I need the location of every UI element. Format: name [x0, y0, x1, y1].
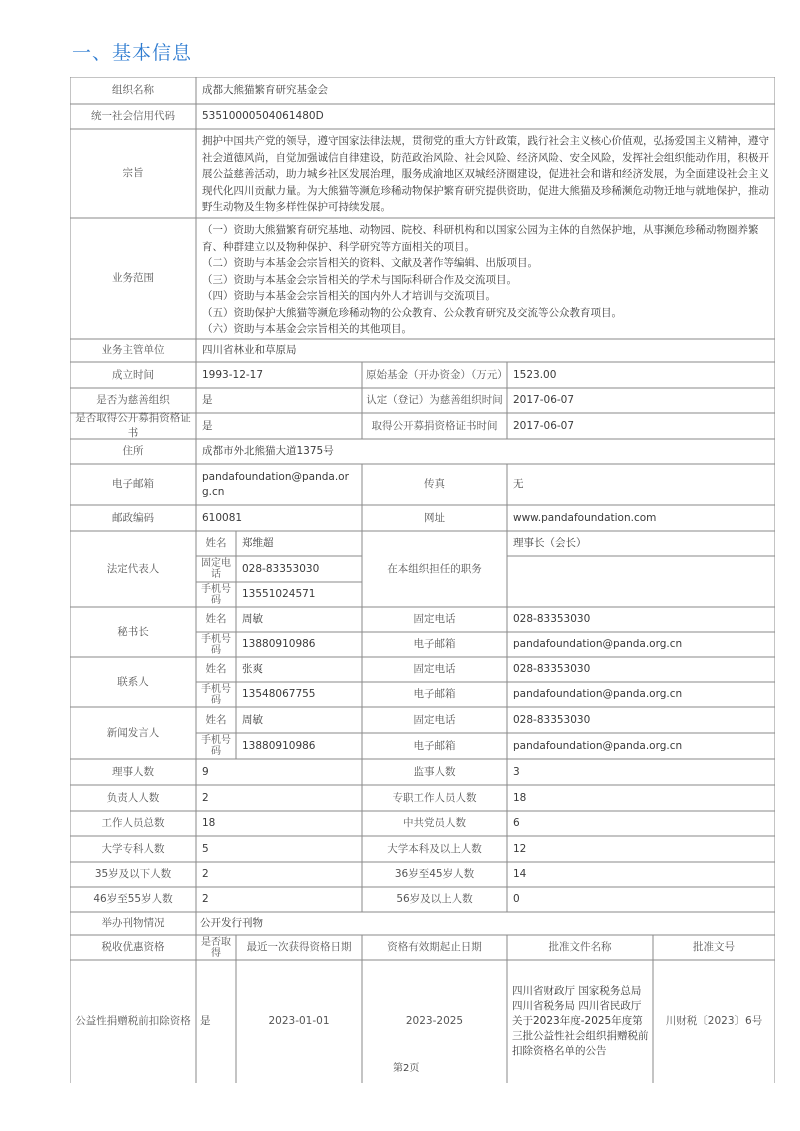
spokesperson-phone: 028-83353030 — [513, 713, 591, 726]
count-label: 负责人人数 — [106, 791, 160, 804]
secretary-mobile-label: 手机号码 — [201, 633, 231, 656]
tax-header-date: 最近一次获得资格日期 — [246, 941, 352, 953]
business-scope-label: 业务范围 — [112, 272, 154, 284]
email-label: 电子邮箱 — [112, 478, 154, 490]
website-value: www.pandafoundation.com — [513, 511, 657, 524]
charity-value: 是 — [202, 394, 213, 406]
legal-rep-name: 郑维超 — [242, 537, 274, 549]
business-scope-item: （六）资助与本基金会宗旨相关的其他项目。 — [202, 323, 412, 335]
contact-mobile-label: 手机号码 — [201, 683, 231, 706]
org-name-label: 组织名称 — [112, 84, 154, 96]
legal-rep-phone: 028-83353030 — [242, 562, 320, 575]
count-value: 12 — [513, 842, 527, 855]
postcode-value: 610081 — [202, 511, 243, 524]
contact-mobile: 13548067755 — [242, 688, 316, 700]
count-value: 18 — [202, 817, 216, 829]
supervisor-value: 四川省林业和草原局 — [202, 344, 297, 356]
count-label: 56岁及以上人数 — [396, 893, 473, 905]
secretary-mobile: 13880910986 — [242, 638, 316, 650]
secretary-phone-label: 固定电话 — [413, 613, 456, 625]
count-value: 14 — [513, 868, 527, 880]
publication-value: 公开发行刊物 — [200, 917, 263, 929]
secretary-email-label: 电子邮箱 — [413, 638, 456, 650]
tax-label: 税收优惠资格 — [101, 941, 165, 953]
founded-label: 成立时间 — [112, 368, 154, 381]
tax-header-doc-name: 批准文件名称 — [548, 941, 612, 953]
tax-doc-name: 四川省财政厅 国家税务总局四川省税务局 四川省民政厅关于2023年度-2025年度第三批公益性社会组织捐赠税前扣除资格名单的公告 — [512, 985, 649, 1057]
count-value: 6 — [513, 817, 520, 829]
legal-rep-mobile-label: 手机号码 — [201, 583, 231, 606]
charity-date-label: 认定（登记）为慈善组织时间 — [366, 394, 503, 406]
contact-name-label: 姓名 — [205, 663, 227, 675]
secretary-phone: 028-83353030 — [513, 613, 591, 625]
fundraising-value: 是 — [202, 419, 213, 432]
spokesperson-name-label: 姓名 — [205, 713, 227, 726]
count-value: 9 — [202, 765, 209, 778]
count-label: 专职工作人员人数 — [392, 791, 477, 804]
tax-header-doc-no: 批准文号 — [693, 941, 735, 953]
purpose-value: 拥护中国共产党的领导，遵守国家法律法规，贯彻党的重大方针政策，践行社会主义核心价值观，弘扬爱国主义精神，遵守社会道德风尚，自觉加强诚信自律建设，防范政治风险、社会风险、经济风险、安全风险，发挥社会组织能动作用，积极开展公益慈善活动，助力城乡社区发展治理，服务成渝地区双城经济圈建设，促进社会和谐和经济发展，为全面建设社会主义现代化四川贡献力量。为大熊猫等濒危珍稀动物保护繁育研究提供资助，促进大熊猫及珍稀濒危动物迁地与就地保护，推动野生动物及生物多样性保护可持续发展。 — [202, 135, 769, 213]
email-value: pandafoundation@panda.org.cn — [202, 470, 349, 498]
postcode-label: 邮政编码 — [112, 511, 154, 524]
secretary-name-label: 姓名 — [205, 613, 227, 625]
tax-obtained: 是 — [200, 1015, 211, 1027]
count-value: 2 — [202, 791, 209, 804]
website-label: 网址 — [424, 511, 445, 524]
credit-code-label: 统一社会信用代码 — [91, 110, 175, 122]
contact-email-label: 电子邮箱 — [413, 688, 456, 700]
count-value: 18 — [513, 791, 527, 804]
legal-rep-mobile: 13551024571 — [242, 588, 316, 600]
secretary-name: 周敏 — [242, 613, 263, 625]
tax-row-label: 公益性捐赠税前扣除资格 — [75, 1015, 191, 1027]
address-label: 住所 — [122, 445, 144, 457]
legal-rep-name-label: 姓名 — [205, 537, 227, 549]
count-label: 中共党员人数 — [403, 817, 466, 829]
count-label: 大学本科及以上人数 — [387, 842, 482, 855]
secretary-label: 秘书长 — [117, 625, 149, 638]
legal-rep-position: 理事长（会长） — [513, 537, 587, 549]
initial-fund-value: 1523.00 — [513, 368, 557, 381]
credit-code-value: 53510000504061480D — [202, 110, 324, 122]
spokesperson-email-label: 电子邮箱 — [413, 739, 456, 752]
initial-fund-label: 原始基金（开办资金）（万元） — [366, 368, 508, 381]
count-label: 监事人数 — [413, 765, 456, 778]
tax-header-period: 资格有效期起止日期 — [387, 941, 482, 953]
count-label: 理事人数 — [112, 765, 154, 778]
founded-value: 1993-12-17 — [202, 368, 264, 381]
charity-label: 是否为慈善组织 — [96, 394, 170, 406]
spokesperson-mobile-label: 手机号码 — [201, 735, 231, 757]
fax-label: 传真 — [424, 478, 445, 490]
secretary-email: pandafoundation@panda.org.cn — [513, 638, 683, 650]
business-scope-item: （三）资助与本基金会宗旨相关的学术与国际科研合作及交流项目。 — [202, 273, 517, 286]
supervisor-label: 业务主管单位 — [101, 344, 165, 356]
fundraising-label: 是否取得公开募捐资格证书 — [75, 412, 191, 439]
spokesperson-mobile: 13880910986 — [242, 739, 316, 752]
count-value: 5 — [202, 842, 209, 855]
contact-name: 张爽 — [242, 663, 263, 675]
spokesperson-name: 周敏 — [242, 713, 263, 726]
business-scope-item: （四）资助与本基金会宗旨相关的国内外人才培训与交流项目。 — [202, 290, 496, 302]
tax-period: 2023-2025 — [405, 1015, 464, 1027]
count-value: 2 — [202, 893, 209, 905]
count-label: 36岁至45岁人数 — [394, 868, 475, 880]
tax-date: 2023-01-01 — [268, 1015, 330, 1027]
business-scope-item: （二）资助与本基金会宗旨相关的资料、文献及著作等编辑、出版项目。 — [202, 257, 538, 269]
org-name-value: 成都大熊猫繁育研究基金会 — [202, 84, 328, 96]
contact-email: pandafoundation@panda.org.cn — [513, 688, 683, 700]
count-label: 35岁及以下人数 — [94, 868, 172, 880]
page-number: 第2页 — [393, 1063, 420, 1074]
publication-label: 举办刊物情况 — [101, 917, 165, 929]
business-scope-item: （五）资助保护大熊猫等濒危珍稀动物的公众教育、公众教育研究及交流等公众教育项目。 — [202, 306, 622, 319]
count-value: 3 — [513, 765, 520, 778]
count-label: 工作人员总数 — [101, 817, 165, 829]
count-value: 2 — [202, 868, 209, 880]
legal-rep-phone-label: 固定电话 — [201, 558, 231, 580]
count-label: 46岁至55岁人数 — [93, 893, 173, 905]
contact-label: 联系人 — [117, 675, 149, 688]
section-title: 一、基本信息 — [72, 42, 193, 64]
count-value: 0 — [513, 893, 520, 905]
contact-phone-label: 固定电话 — [413, 663, 456, 675]
business-scope-list — [198, 220, 774, 338]
count-label: 大学专科人数 — [101, 842, 165, 855]
tax-doc-no: 川财税〔2023〕6号 — [665, 1015, 763, 1027]
business-scope-item: （一）资助大熊猫繁育研究基地、动物园、院校、科研机构和以国家公园为主体的自然保护地，从事濒危珍稀动物圈养繁育、种群建立以及物种保护、科学研究等方面相关的项目。 — [202, 224, 759, 253]
purpose-label: 宗旨 — [122, 167, 144, 179]
charity-date-value: 2017-06-07 — [513, 394, 575, 406]
address-value: 成都市外北熊猫大道1375号 — [202, 445, 334, 457]
contact-phone: 028-83353030 — [513, 663, 591, 675]
fundraising-date-value: 2017-06-07 — [513, 419, 575, 432]
legal-rep-label: 法定代表人 — [106, 562, 160, 575]
legal-rep-position-label: 在本组织担任的职务 — [387, 562, 482, 575]
spokesperson-label: 新闻发言人 — [106, 726, 160, 739]
fax-value: 无 — [513, 478, 524, 490]
spokesperson-email: pandafoundation@panda.org.cn — [513, 739, 683, 752]
spokesperson-phone-label: 固定电话 — [413, 713, 456, 726]
tax-header-obtained: 是否取得 — [201, 936, 231, 959]
fundraising-date-label: 取得公开募捐资格证书时间 — [371, 419, 498, 432]
